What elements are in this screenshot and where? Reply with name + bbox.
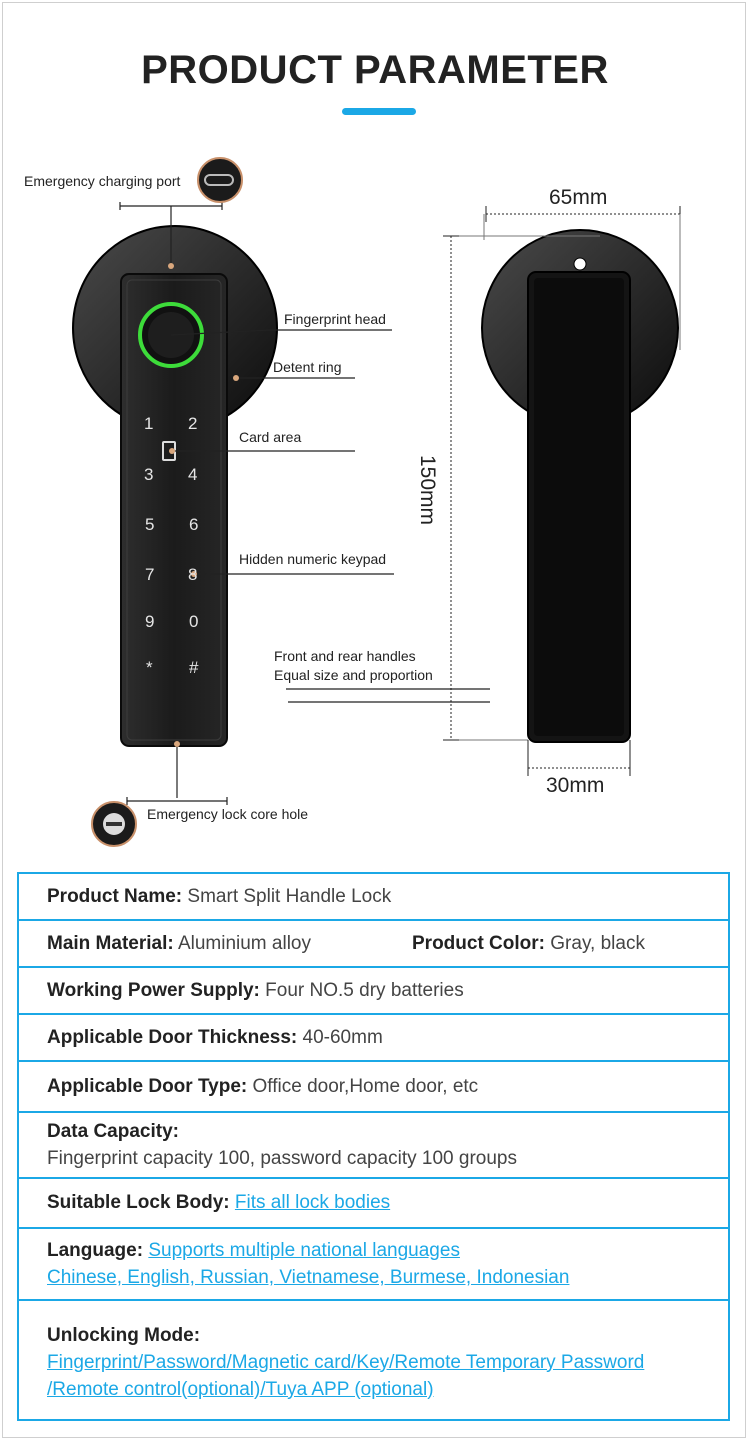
spec-value: Four NO.5 dry batteries <box>265 979 464 1001</box>
callout-handles-line2: Equal size and proportion <box>274 667 433 683</box>
spec-link-value[interactable]: Supports multiple national languages <box>148 1240 460 1261</box>
callout-lock-core: Emergency lock core hole <box>147 806 309 822</box>
usb-c-port-icon <box>198 158 242 202</box>
spec-row-language <box>19 1229 728 1301</box>
dimension-width: 65mm <box>549 186 608 209</box>
spec-row-product-name <box>19 874 728 921</box>
dimension-depth: 30mm <box>546 774 605 797</box>
spec-label: Applicable Door Type: <box>47 1075 248 1097</box>
spec-label: Unlocking Mode: <box>47 1324 201 1346</box>
page-title: PRODUCT PARAMETER <box>141 48 609 92</box>
key-6: 6 <box>189 515 199 534</box>
spec-value: 40-60mm <box>302 1026 383 1048</box>
spec-value: Gray, black <box>550 932 645 954</box>
spec-row-unlocking-mode <box>19 1301 728 1419</box>
dimension-height: 150mm <box>416 454 440 526</box>
key-9: 9 <box>145 612 155 631</box>
spec-label: Working Power Supply: <box>47 979 260 1001</box>
lock-illustration <box>0 140 750 860</box>
spec-label: Product Name: <box>47 885 183 907</box>
spec-row-data-capacity <box>19 1113 728 1179</box>
key-star: * <box>146 658 153 677</box>
lock-core-icon <box>92 802 136 846</box>
spec-label: Product Color: <box>412 932 545 954</box>
callout-handles-line1: Front and rear handles <box>274 648 416 664</box>
title-underline <box>342 108 416 115</box>
callout-fingerprint-head: Fingerprint head <box>284 311 386 327</box>
spec-row-lock-body <box>19 1179 728 1229</box>
key-2: 2 <box>188 414 198 433</box>
product-diagram <box>0 140 750 860</box>
front-lock <box>73 226 277 746</box>
spec-row-door-thickness <box>19 1015 728 1062</box>
key-4: 4 <box>188 465 198 484</box>
spec-value: Office door,Home door, etc <box>252 1075 479 1097</box>
spec-label: Applicable Door Thickness: <box>47 1026 298 1048</box>
spec-link-value[interactable]: Chinese, English, Russian, Vietnamese, Burmese, Indonesian <box>47 1267 570 1288</box>
spec-label: Language: <box>47 1240 144 1261</box>
spec-value: Smart Split Handle Lock <box>187 885 392 907</box>
spec-value: Fingerprint capacity 100, password capacity 100 groups <box>47 1148 517 1169</box>
spec-label: Suitable Lock Body: <box>47 1192 230 1213</box>
spec-link-value[interactable]: /Remote control(optional)/Tuya APP (optional) <box>47 1378 434 1400</box>
side-lock <box>482 230 678 742</box>
spec-row-door-type <box>19 1062 728 1113</box>
spec-row-material-color <box>19 921 728 968</box>
spec-link-value[interactable]: Fingerprint/Password/Magnetic card/Key/Remote Temporary Password <box>47 1351 645 1373</box>
callout-keypad: Hidden numeric keypad <box>239 551 387 567</box>
callout-card-area: Card area <box>239 429 302 445</box>
key-3: 3 <box>144 465 154 484</box>
key-7: 7 <box>145 565 155 584</box>
callout-detent-ring: Detent ring <box>273 359 342 375</box>
spec-table <box>17 872 730 1421</box>
key-hash: # <box>189 658 199 677</box>
spec-value: Aluminium alloy <box>177 932 311 954</box>
spec-link-value[interactable]: Fits all lock bodies <box>234 1192 391 1213</box>
key-0: 0 <box>189 612 199 631</box>
key-1: 1 <box>144 414 154 433</box>
spec-label: Data Capacity: <box>47 1121 179 1142</box>
key-5: 5 <box>145 515 155 534</box>
spec-row-power-supply <box>19 968 728 1015</box>
key-8: 8 <box>188 565 198 584</box>
callout-charging-port: Emergency charging port <box>24 173 181 189</box>
spec-label: Main Material: <box>47 932 174 954</box>
